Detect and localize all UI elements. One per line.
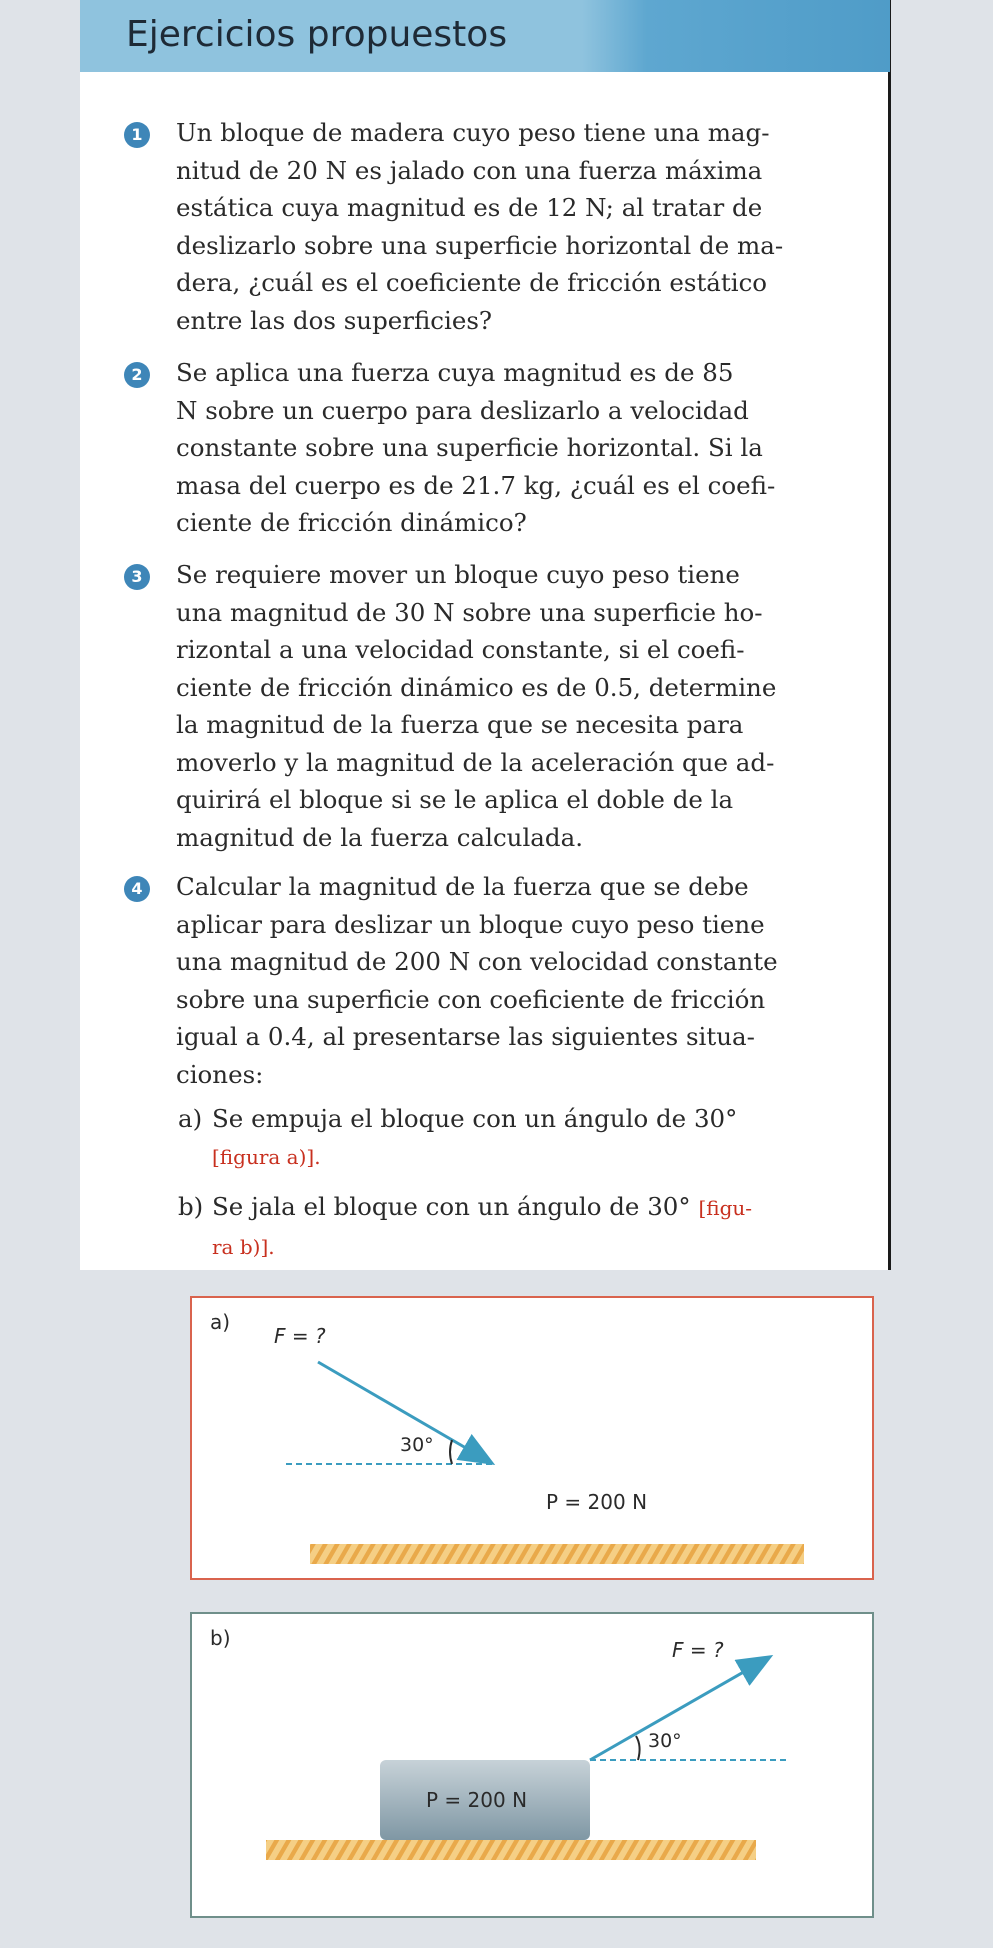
figure-b-weight-label: P = 200 N xyxy=(426,1788,528,1812)
exercise-2-line: ciente de fricción dinámico? xyxy=(176,508,527,537)
exercise-1 xyxy=(176,114,866,339)
exercise-1-line: estática cuya magnitud es de 12 N; al tratar de xyxy=(176,193,763,222)
section-header xyxy=(80,0,890,72)
figure-a xyxy=(190,1296,874,1580)
page-right-rule xyxy=(888,0,891,1270)
exercise-number-4: 4 xyxy=(124,876,150,902)
exercise-1-line: deslizarlo sobre una superficie horizontal de ma- xyxy=(176,230,784,260)
figure-a-force-label: F = ? xyxy=(274,1324,326,1348)
sub-item-b-text: Se jala el bloque con un ángulo de 30° xyxy=(212,1192,691,1221)
figure-b-force-label: F = ? xyxy=(672,1638,724,1662)
figure-b-angle-label: 30° xyxy=(648,1730,682,1752)
section-title: Ejercicios propuestos xyxy=(126,14,508,55)
exercise-1-line: nitud de 20 N es jalado con una fuerza máxima xyxy=(176,155,763,185)
exercise-3-line: rizontal a una velocidad constante, si el coefi- xyxy=(176,635,745,664)
figure-a-reference: [figura a)]. xyxy=(212,1145,321,1169)
exercise-2-line: Se aplica una fuerza cuya magnitud es de 85 xyxy=(176,358,734,387)
exercise-4-line: Calcular la magnitud de la fuerza que se debe xyxy=(176,872,749,901)
exercise-4-line: una magnitud de 200 N con velocidad constante xyxy=(176,947,778,976)
figure-a-ground xyxy=(310,1544,804,1564)
exercise-number-2: 2 xyxy=(124,362,150,388)
exercise-3-line: Se requiere mover un bloque cuyo peso tiene xyxy=(176,560,740,589)
exercise-4-line: igual a 0.4, al presentarse las siguientes situa- xyxy=(176,1022,755,1051)
sub-item-a-text: Se empuja el bloque con un ángulo de 30° xyxy=(212,1104,738,1133)
exercise-4-line: aplicar para deslizar un bloque cuyo peso tiene xyxy=(176,909,765,939)
sub-item-a xyxy=(178,1100,868,1176)
exercise-3-line: ciente de fricción dinámico es de 0.5, determine xyxy=(176,672,777,702)
figure-b-drawing xyxy=(190,1612,874,1918)
exercise-2-line: masa del cuerpo es de 21.7 kg, ¿cuál es el coefi- xyxy=(176,470,776,500)
figure-a-angle-label: 30° xyxy=(400,1434,434,1456)
sub-item-a-label: a) xyxy=(178,1104,203,1133)
exercise-1-line: Un bloque de madera cuyo peso tiene una mag- xyxy=(176,118,770,147)
sub-item-b-label: b) xyxy=(178,1192,204,1221)
exercise-3-line: moverlo y la magnitud de la aceleración que ad- xyxy=(176,747,775,777)
exercise-1-line: entre las dos superficies? xyxy=(176,305,493,335)
exercise-3-line: magnitud de la fuerza calculada. xyxy=(176,822,583,852)
figure-b-ground xyxy=(266,1840,756,1860)
figure-b-reference-start: [figu- xyxy=(698,1196,753,1220)
sub-item-b xyxy=(178,1188,868,1266)
exercise-3-line: la magnitud de la fuerza que se necesita para xyxy=(176,710,744,739)
exercise-2-line: N sobre un cuerpo para deslizarlo a velocidad xyxy=(176,395,749,425)
figure-b xyxy=(190,1612,874,1918)
figure-b-label: b) xyxy=(210,1626,231,1650)
exercise-2 xyxy=(176,354,866,542)
exercise-1-line: dera, ¿cuál es el coeficiente de fricción estático xyxy=(176,268,768,297)
exercise-4-line: ciones: xyxy=(176,1059,264,1089)
exercise-4 xyxy=(176,868,866,1093)
exercise-3 xyxy=(176,556,866,856)
exercise-3-line: quirirá el bloque si se le aplica el doble de la xyxy=(176,785,734,814)
exercise-3-line: una magnitud de 30 N sobre una superficie ho- xyxy=(176,597,763,627)
figure-b-reference-end: ra b)]. xyxy=(212,1235,275,1259)
exercise-number-3: 3 xyxy=(124,564,150,590)
figure-a-label: a) xyxy=(210,1310,231,1334)
exercise-2-line: constante sobre una superficie horizontal. Si la xyxy=(176,433,763,462)
exercise-4-line: sobre una superficie con coeficiente de fricción xyxy=(176,984,766,1014)
figure-a-weight-label: P = 200 N xyxy=(546,1490,648,1514)
exercise-number-1: 1 xyxy=(124,122,150,148)
